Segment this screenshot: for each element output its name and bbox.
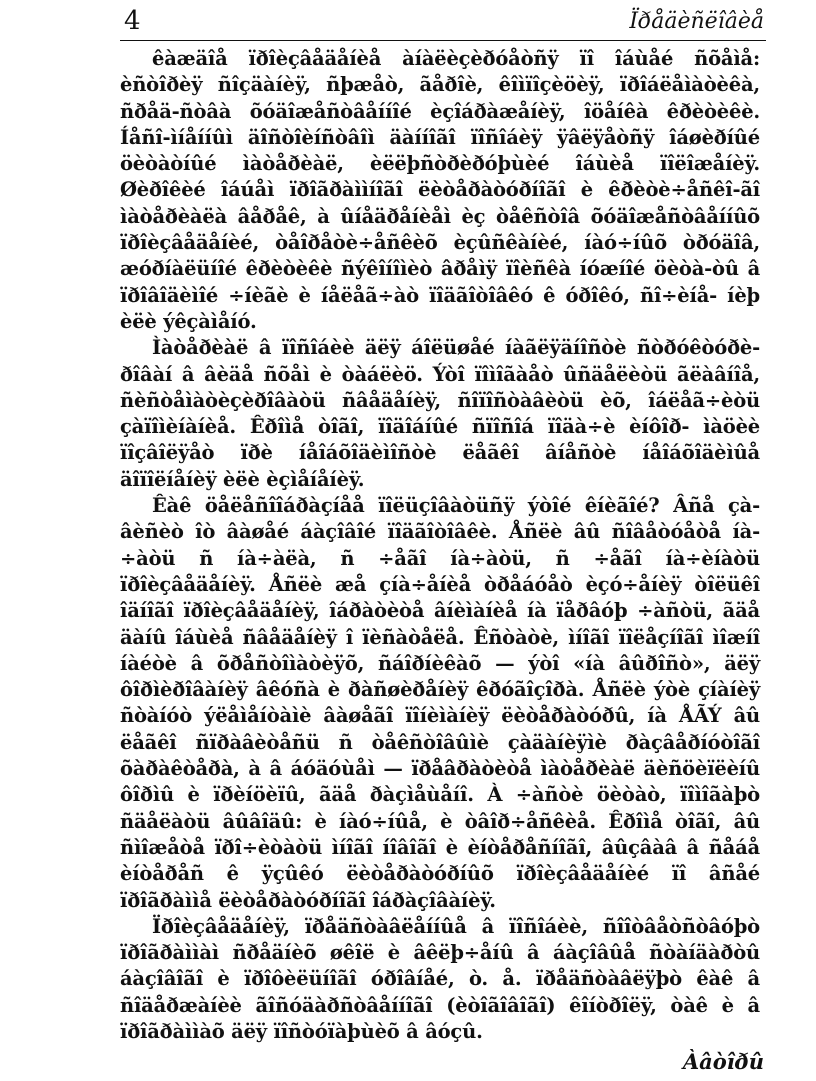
header-rule [120,40,766,41]
paragraph-4: Ïðîèçâåäåíèÿ, ïðåäñòàâëåííûå â ïîñîáèè, ñîîòâåòñòâóþò ïðîãðàììàì ñðåäíèõ øêîë è âêëþ÷åíû â áàçîâûå ñòàíäàðòû áàçîâîãî è ïðîôèëüíîãî óðîâíåé, ò. å. ïðåäñòàâëÿþò êàê â ñîäåðæàíèè ãîñóäàðñòâåííîãî (èòîãîâîãî) êîíòðîëÿ, òàê è â ïðîãðàììàõ äëÿ ïîñòóïàþùèõ â âóçû. [120,914,760,1043]
page-number: 4 [124,6,141,36]
signature: Àâòîðû [682,1049,764,1074]
paragraph-3: Êàê öåëåñîîáðàçíåå ïîëüçîâàòüñÿ ýòîé êíèãîé? Âñå çà-âèñèò îò âàøåé áàçîâîé ïîäãîòîâêè. Åñëè âû ñîâåòóåòå íà-÷àòü ñ íà÷àëà, ñ ÷åãî íà÷àòü, ñ ÷åãî íà÷èíàòü ïðîèçâåäåíèÿ. Åñëè æå çíà÷åíèå òðåáóåò èçó÷åíèÿ òîëüêî îäíîãî ïðîèçâåäåíèÿ, îáðàòèòå âíèìàíèå íà ïåðâóþ ÷àñòü, ãäå äàíû îáùèå ñâåäåíèÿ î ïèñàòåëå. Êñòàòè, ìíîãî ïîëåçíîãî ìîæíî íàéòè â õðåñòîìàòèÿõ, ñáîðíèêàõ — ýòî «íà âûðîñò», äëÿ ôîðìèðîâàíèÿ âêóñà è ðàñøèðåíèÿ êðóãîçîðà. Åñëè ýòè çíàíèÿ ñòàíóò ýëåìåíòàìè âàøåãî ïîíèìàíèÿ ëèòåðàòóðû, íà ÅÃÝ âû ëåãêî ñïðàâèòåñü ñ òåêñòîâûìè çàäàíèÿìè ðàçâåðíóòîãî õàðàêòåðà, à â áóäóùåì — ïðåâðàòèòå ìàòåðèàë äèñöèïëèíû ôîðìû è ïðèíöèïû, ãäå ðàçìåùåíî. À ÷àñòè öèòàò, ïîìîãàþò ñäåëàòü âûâîäû: è íàó÷íûå, è òâîð÷åñêèå. Êðîìå òîãî, âû ñìîæåòå ïðî÷èòàòü ìíîãî íîâîãî è èíòåðåñíîãî, âûçâàâ â ñåáå èíòåðåñ ê ÿçûêó ëèòåðàòóðíûõ ïðîèçâåäåíèé ïî âñåé ïðîãðàììå ëèòåðàòóðíîãî îáðàçîâàíèÿ. [120,494,760,912]
paragraph-1: êàæäîå ïðîèçâåäåíèå àíàëèçèðóåòñÿ ïî îáùåé ñõåìå: èñòîðèÿ ñîçäàíèÿ, ñþæåò, ãåðîè, êîìïîçèöèÿ, ïðîáëåìàòèêà, ñðåä-ñòâà õóäîæåñòâåííîé èçîáðàæåíèÿ, îöåíêà êðèòèêè. Íåñî-ìíåííûì äîñòîèíñòâîì äàííîãî ïîñîáèÿ ÿâëÿåòñÿ îáøèðíûé öèòàòíûé ìàòåðèàë, èëëþñòðèðóþùèé îáùèå ïîëîæåíèÿ. Øèðîêèé îáúåì ïðîãðàììíîãî ëèòåðàòóðíîãî è êðèòè÷åñêî-ãî ìàòåðèàëà âåðåê, à ûíåäðåíèåì èç òåêñòîâ õóäîæåñòâåííûõ ïðîèçâåäåíèé, òåîðåòè÷åñêèõ èçûñêàíèé, íàó÷íûõ òðóäîâ, æóðíàëüíîé êðèòèêè ñýêîíîìèò âðåìÿ ïîèñêà íóæíîé öèòà-òû â ïðîâîäèìîé ÷íèãè è íåëåã÷àò ïîäãîòîâêó ê óðîêó, ñî÷èíå- íèþ èëè ýêçàìåíó. [120,47,760,333]
running-title: Ïðåäèñëîâèå [629,9,764,34]
paragraph-2: Ìàòåðèàë â ïîñîáèè äëÿ áîëüøåé íàãëÿäíîñòè ñòðóêòóðè-ðîâàí â âèäå ñõåì è òàáëèö. Ýòî ïîìîãàåò ûñäåëèòü ãëàâíîå, ñèñòåìàòèçèðîâàòü ñâåäåíèÿ, ñîïîñòàâèòü èõ, îáëåã÷èòü çàïîìèíàíèå. Êðîìå òîãî, ïîäîáíûé ñïîñîá ïîäà÷è èíôîð- ìàöèè ïîçâîëÿåò ïðè íåîáõîäèìîñòè ëåãêî âíåñòè íåîáõîäèìûå äîïîëíåíèÿ èëè èçìåíåíèÿ. [120,336,760,491]
body-text [120,46,760,1045]
